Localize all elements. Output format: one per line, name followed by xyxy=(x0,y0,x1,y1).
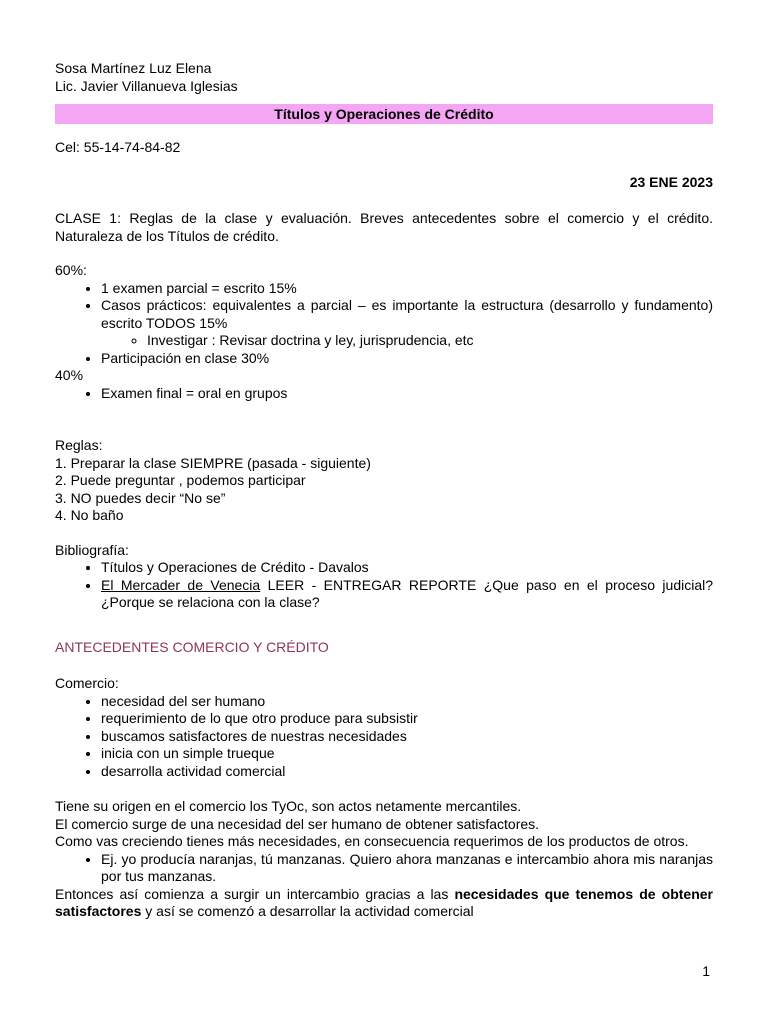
page-number: 1 xyxy=(702,963,710,979)
evaluation-60-label: 60%: xyxy=(55,262,87,278)
rule-item: 1. Preparar la clase SIEMPRE (pasada - siguiente) xyxy=(55,454,371,471)
paragraph: El comercio surge de una necesidad del ser humano de obtener satisfactores. xyxy=(55,815,540,832)
list-item: • Ej. yo producía naranjas, tú manzanas. Quiero ahora manzanas e intercambio ahora mis naranjas por tus manzanas. xyxy=(101,851,713,886)
list-item: • desarrolla actividad comercial xyxy=(101,763,713,781)
comercio-label: Comercio: xyxy=(55,675,119,691)
list-item: • buscamos satisfactores de nuestras necesidades xyxy=(101,728,713,746)
comercio-list xyxy=(55,693,713,781)
list-item: • inicia con un simple trueque xyxy=(101,745,713,763)
section-heading: ANTECEDENTES COMERCIO Y CRÉDITO xyxy=(55,638,329,655)
list-item-text: LEER - ENTREGAR REPORTE ¿Que paso en el proceso judicial? ¿Porque se relaciona con la clase? xyxy=(101,576,714,610)
list-item: • 1 examen parcial = escrito 15% xyxy=(101,280,713,298)
phone-number: Cel: 55-14-74-84-82 xyxy=(55,139,181,155)
evaluation-40-list xyxy=(55,385,713,403)
evaluation-60-list xyxy=(55,280,713,368)
list-item: • Títulos y Operaciones de Crédito - Davalos xyxy=(101,559,713,577)
rule-item: 3. NO puedes decir “No se” xyxy=(55,489,226,506)
bibliography-list xyxy=(55,559,713,612)
rule-item: 2. Puede preguntar , podemos participar xyxy=(55,472,306,488)
example-list xyxy=(55,851,713,886)
list-item: • Participación en clase 30% xyxy=(101,350,713,368)
evaluation-40-label: 40% xyxy=(55,367,84,383)
paragraph: Como vas creciendo tienes más necesidades, en consecuencia requerimos de los productos de otros. xyxy=(55,833,689,849)
professor-name: Lic. Javier Villanueva Iglesias xyxy=(55,77,238,94)
list-item-text: Casos prácticos: equivalentes a parcial – es importante la estructura (desarrollo y fundamento) escrito TODOS 15% xyxy=(101,297,713,331)
final-text-end: y así se comenzó a desarrollar la actividad comercial xyxy=(141,903,474,919)
bibliography-label: Bibliografía: xyxy=(55,541,129,558)
list-item: • requerimiento de lo que otro produce para subsistir xyxy=(101,710,713,728)
final-text-start: Entonces así comienza a surgir un intercambio gracias a las xyxy=(55,885,455,902)
class-date: 23 ENE 2023 xyxy=(629,173,713,190)
document-page xyxy=(55,60,713,921)
list-item: • necesidad del ser humano xyxy=(101,693,713,711)
final-paragraph xyxy=(55,886,713,921)
list-item xyxy=(101,297,713,350)
book-link[interactable]: El Mercader de Venecia xyxy=(101,576,261,593)
paragraph: Tiene su origen en el comercio los TyOc, son actos netamente mercantiles. xyxy=(55,798,522,814)
class-1-description: CLASE 1: Reglas de la clase y evaluación. Breves antecedentes sobre el comercio y el crédito. Naturaleza de los Títulos de crédito. xyxy=(55,210,713,244)
sub-list xyxy=(101,332,713,350)
list-item: • Examen final = oral en grupos xyxy=(101,385,713,403)
student-name: Sosa Martínez Luz Elena xyxy=(55,60,212,76)
list-item xyxy=(101,577,713,612)
sub-list-item: ◦ Investigar : Revisar doctrina y ley, jurisprudencia, etc xyxy=(147,332,713,350)
final-text-bold: necesidades que tenemos de obtener satisfactores xyxy=(55,885,713,919)
rules-label: Reglas: xyxy=(55,437,103,453)
document-title: Títulos y Operaciones de Crédito xyxy=(55,104,713,124)
rule-item: 4. No baño xyxy=(55,507,124,523)
